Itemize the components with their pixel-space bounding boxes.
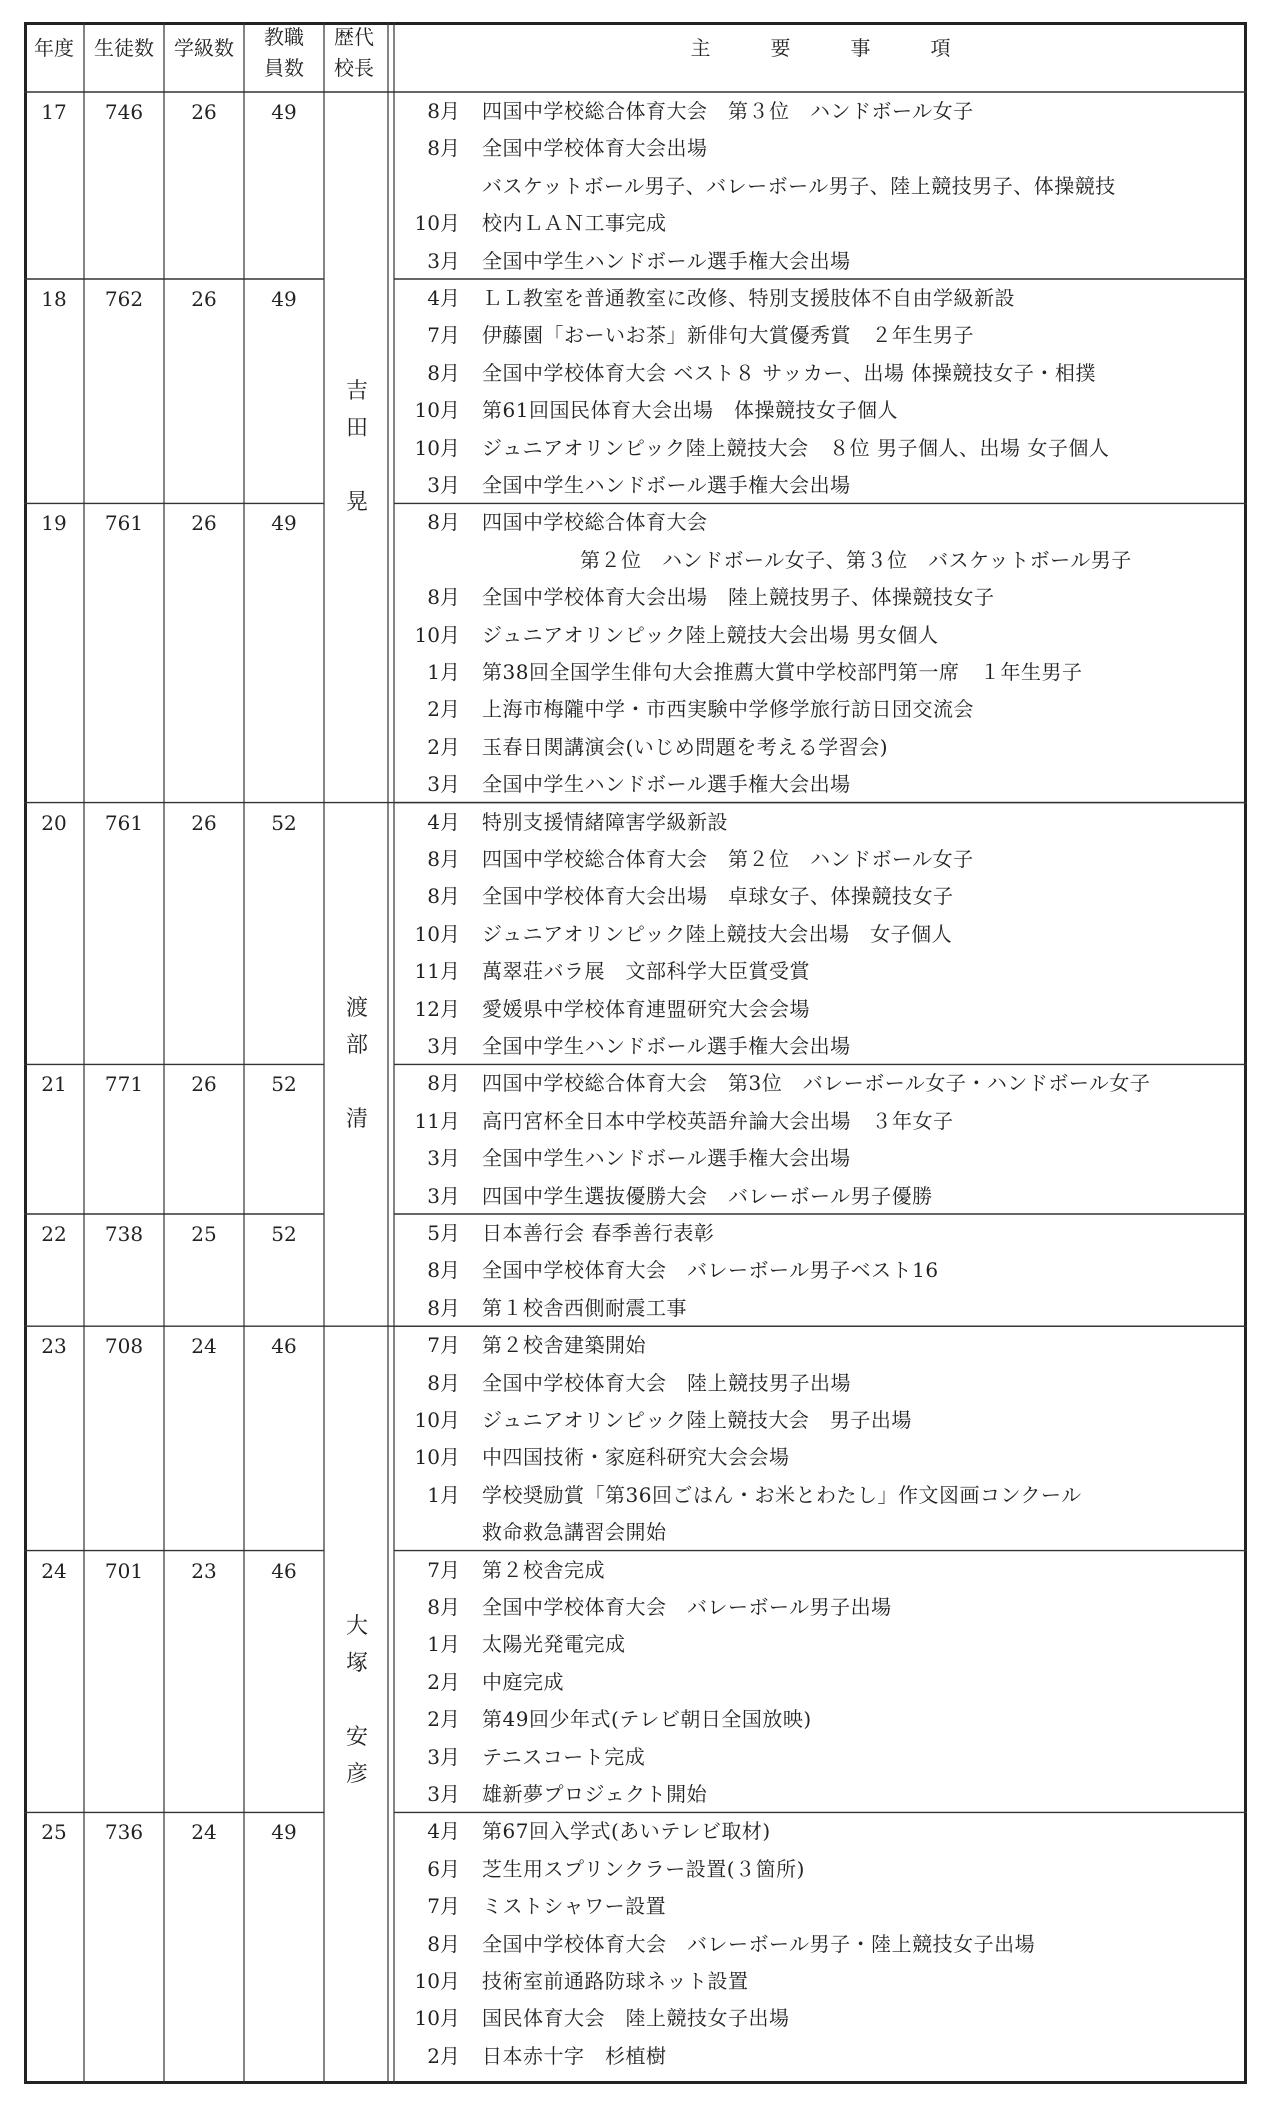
principal-name-char: 塚	[345, 1650, 368, 1676]
event-month: 3月	[427, 1034, 460, 1058]
event-month: 2月	[427, 2043, 460, 2068]
principal-name-char: 田	[345, 416, 368, 442]
year-cell: 22	[41, 1222, 67, 1246]
event-text: ＬＬ教室を普通教室に改修、特別支援肢体不自由学級新設	[482, 286, 1015, 310]
event-text: 全国中学生ハンドボール選手権大会出場	[482, 248, 851, 273]
students-cell: 761	[104, 810, 144, 835]
students-cell: 701	[104, 1558, 144, 1583]
staff-cell: 46	[271, 1334, 297, 1359]
event-text: 日本善行会 春季善行表彰	[482, 1221, 715, 1245]
staff-cell: 49	[271, 511, 297, 536]
event-month: 10月	[414, 1445, 460, 1470]
event-month: 7月	[427, 1557, 460, 1582]
principal-name-char: 安	[345, 1724, 368, 1750]
event-month: 7月	[427, 323, 460, 348]
event-text: ジュニアオリンピック陸上競技大会出場 女子個人	[482, 921, 953, 946]
header-principal-2: 校長	[334, 56, 374, 80]
event-text: 第61回国民体育大会出場 体操競技女子個人	[482, 398, 898, 423]
event-month: 4月	[427, 286, 460, 310]
event-text: 中庭完成	[482, 1669, 564, 1694]
classes-cell: 24	[191, 1334, 217, 1359]
event-month: 4月	[427, 809, 460, 834]
event-text: ジュニアオリンピック陸上競技大会 男子出場	[482, 1408, 912, 1432]
event-month: 8月	[427, 1370, 460, 1395]
event-month: 8月	[427, 510, 460, 535]
event-month: 8月	[427, 847, 460, 871]
event-month: 8月	[427, 1595, 460, 1619]
event-month: 3月	[427, 1744, 460, 1769]
principal-name-char: 吉	[345, 379, 368, 405]
event-text: ミストシャワー設置	[482, 1894, 667, 1919]
year-cell: 21	[41, 1072, 67, 1097]
header-staff-2: 員数	[264, 56, 304, 80]
staff-cell: 49	[271, 287, 297, 311]
event-text: 四国中学校総合体育大会 第3位 バレーボール女子・ハンドボール女子	[482, 1071, 1151, 1096]
event-month: 8月	[427, 884, 460, 909]
event-month: 3月	[427, 1782, 460, 1806]
event-month: 5月	[427, 1221, 460, 1245]
staff-cell: 52	[271, 810, 297, 835]
event-text: 第１校舎西側耐震工事	[482, 1295, 687, 1320]
students-cell: 746	[104, 100, 144, 124]
students-cell: 738	[104, 1222, 144, 1246]
event-month: 8月	[427, 1071, 460, 1096]
principal-name-char: 渡	[345, 996, 368, 1022]
event-month: 1月	[427, 1632, 460, 1657]
principal-name-char: 彦	[345, 1761, 368, 1787]
event-text: 日本赤十字 杉植樹	[482, 2043, 667, 2068]
event-month: 8月	[427, 136, 460, 161]
year-cell: 24	[41, 1558, 67, 1583]
event-text: 国民体育大会 陸上競技女子出場	[482, 2006, 790, 2031]
staff-cell: 49	[271, 100, 297, 124]
event-month: 1月	[427, 660, 460, 684]
event-month: 3月	[427, 772, 460, 797]
event-text: 全国中学生ハンドボール選手権大会出場	[482, 1146, 851, 1171]
staff-cell: 52	[271, 1222, 297, 1246]
students-cell: 761	[104, 511, 144, 536]
event-month: 1月	[427, 1482, 460, 1507]
event-month: 7月	[427, 1333, 460, 1358]
event-text: 救命救急講習会開始	[482, 1520, 667, 1545]
event-text: 技術室前通路防球ネット設置	[482, 1969, 749, 1993]
event-month: 10月	[414, 2006, 460, 2031]
event-text: 全国中学生ハンドボール選手権大会出場	[482, 772, 851, 797]
event-month: 10月	[414, 921, 460, 946]
event-month: 8月	[427, 1931, 460, 1956]
header-principal-1: 歴代	[334, 25, 374, 49]
event-month: 10月	[414, 622, 460, 647]
event-text: 全国中学校体育大会出場 陸上競技男子、体操競技女子	[482, 585, 995, 610]
event-month: 12月	[414, 996, 460, 1021]
event-month: 2月	[427, 734, 460, 759]
event-text: 高円宮杯全日本中学校英語弁論大会出場 ３年女子	[482, 1108, 954, 1133]
event-text: テニスコート完成	[482, 1744, 646, 1769]
event-month: 3月	[427, 1183, 460, 1208]
event-text: 太陽光発電完成	[482, 1632, 626, 1657]
event-month: 3月	[427, 1146, 460, 1171]
event-text: ジュニアオリンピック陸上競技大会 ８位 男子個人、出場 女子個人	[482, 435, 1110, 460]
classes-cell: 25	[191, 1222, 217, 1246]
year-cell: 18	[41, 287, 67, 311]
classes-cell: 26	[191, 100, 217, 124]
event-month: 4月	[427, 1819, 460, 1844]
students-cell: 736	[104, 1820, 144, 1845]
event-text: 中四国技術・家庭科研究大会会場	[482, 1445, 790, 1470]
event-month: 2月	[427, 697, 460, 722]
classes-cell: 26	[191, 1072, 217, 1097]
event-text: 芝生用スプリンクラー設置(３箇所)	[482, 1856, 805, 1881]
event-month: 3月	[427, 248, 460, 273]
classes-cell: 23	[191, 1558, 217, 1583]
staff-cell: 46	[271, 1558, 297, 1583]
event-text: 伊藤園「おーいお茶」新俳句大賞優秀賞 ２年生男子	[482, 323, 974, 348]
principal-name-char: 大	[345, 1613, 368, 1639]
event-text: 四国中学校総合体育大会 第２位 ハンドボール女子	[482, 847, 974, 871]
year-cell: 23	[41, 1334, 67, 1359]
classes-cell: 26	[191, 287, 217, 311]
event-month: 6月	[427, 1856, 460, 1881]
event-text: 第２校舎完成	[482, 1557, 605, 1582]
header-students: 生徒数	[94, 36, 154, 60]
event-text: 全国中学校体育大会 バレーボール男子・陸上競技女子出場	[482, 1931, 1036, 1956]
event-month: 8月	[427, 99, 460, 123]
principal-name-char: 晃	[345, 490, 368, 516]
event-text: 全国中学校体育大会 ベスト８ サッカー、出場 体操競技女子・相撲	[482, 360, 1096, 385]
classes-cell: 26	[191, 511, 217, 536]
event-text: 上海市梅隴中学・市西実験中学修学旅行訪日団交流会	[482, 697, 974, 722]
event-month: 8月	[427, 1295, 460, 1320]
event-text: 全国中学生ハンドボール選手権大会出場	[482, 473, 851, 497]
event-text: 全国中学生ハンドボール選手権大会出場	[482, 1034, 851, 1058]
students-cell: 708	[104, 1334, 144, 1359]
staff-cell: 49	[271, 1820, 297, 1845]
event-text: 四国中学校総合体育大会 第３位 ハンドボール女子	[482, 99, 974, 123]
header-staff-1: 教職	[264, 25, 304, 49]
event-text: 第38回全国学生俳句大会推薦大賞中学校部門第一席 １年生男子	[482, 660, 1083, 684]
event-month: 3月	[427, 473, 460, 497]
event-month: 11月	[414, 959, 460, 984]
event-month: 8月	[427, 1258, 460, 1283]
event-text: 玉春日関講演会(いじめ問題を考える学習会)	[482, 734, 889, 759]
event-month: 10月	[414, 398, 460, 423]
event-month: 2月	[427, 1669, 460, 1694]
year-cell: 20	[41, 810, 67, 835]
event-text: 四国中学生選抜優勝大会 バレーボール男子優勝	[482, 1183, 933, 1208]
history-table	[24, 22, 1247, 2084]
event-month: 11月	[414, 1108, 460, 1133]
event-text: 全国中学校体育大会 バレーボール男子出場	[482, 1595, 892, 1619]
event-text: 全国中学校体育大会 陸上競技男子出場	[482, 1370, 851, 1395]
staff-cell: 52	[271, 1072, 297, 1097]
event-text: 四国中学校総合体育大会	[482, 510, 708, 535]
event-text: 校内ＬＡＮ工事完成	[482, 211, 667, 236]
event-month: 10月	[414, 211, 460, 236]
event-text: 愛媛県中学校体育連盟研究大会会場	[482, 996, 810, 1021]
event-month: 8月	[427, 585, 460, 610]
students-cell: 762	[104, 287, 144, 311]
year-cell: 19	[41, 511, 67, 536]
event-text: 全国中学校体育大会 バレーボール男子ベスト16	[482, 1258, 939, 1283]
principal-name-char: 部	[345, 1033, 368, 1059]
event-text: 第67回入学式(あいテレビ取材)	[482, 1819, 771, 1844]
event-month: 7月	[427, 1894, 460, 1919]
event-month: 8月	[427, 360, 460, 385]
classes-cell: 24	[191, 1820, 217, 1845]
event-text: ジュニアオリンピック陸上競技大会出場 男女個人	[482, 622, 939, 647]
event-text: 第49回少年式(テレビ朝日全国放映)	[482, 1707, 812, 1732]
event-text: バスケットボール男子、バレーボール男子、陸上競技男子、体操競技	[482, 173, 1116, 198]
event-month: 10月	[414, 1408, 460, 1432]
event-text: 雄新夢プロジェクト開始	[482, 1782, 708, 1806]
event-text: 全国中学校体育大会出場	[482, 136, 708, 161]
event-text: 学校奨励賞「第36回ごはん・お米とわたし」作文図画コンクール	[482, 1482, 1082, 1507]
event-text: 全国中学校体育大会出場 卓球女子、体操競技女子	[482, 884, 954, 909]
event-text: 特別支援情緒障害学級新設	[482, 809, 728, 834]
header-year: 年度	[34, 36, 74, 60]
event-month: 10月	[414, 435, 460, 460]
event-text: 第２校舎建築開始	[482, 1333, 646, 1358]
year-cell: 17	[41, 100, 67, 124]
event-month: 2月	[427, 1707, 460, 1732]
header-events: 主 要 事 項	[690, 36, 951, 60]
header-classes: 学級数	[174, 36, 234, 60]
event-month: 10月	[414, 1969, 460, 1993]
principal-name-char: 清	[345, 1107, 368, 1133]
students-cell: 771	[104, 1072, 144, 1097]
year-cell: 25	[41, 1820, 67, 1845]
event-text: 萬翠荘バラ展 文部科学大臣賞受賞	[482, 959, 810, 984]
event-text: 第２位 ハンドボール女子、第３位 バスケットボール男子	[580, 547, 1132, 572]
classes-cell: 26	[191, 810, 217, 835]
